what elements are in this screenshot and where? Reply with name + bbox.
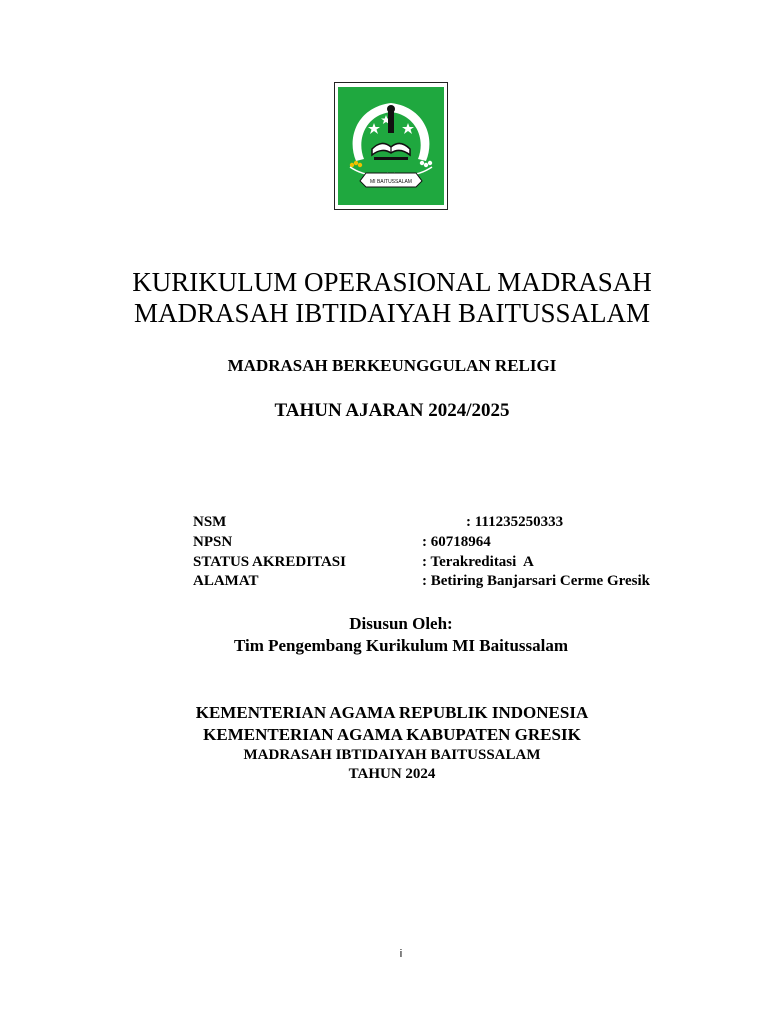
document-title-line1: KURIKULUM OPERASIONAL MADRASAH (132, 267, 652, 297)
document-title-line2: MADRASAH IBTIDAIYAH BAITUSSALAM (133, 298, 651, 328)
info-value: : 111235250333 (466, 514, 564, 530)
info-label: NSM (193, 514, 227, 530)
info-label: STATUS AKREDITASI (193, 554, 346, 570)
compiled-by-heading: Disusun Oleh: (349, 614, 453, 633)
logo-banner-text: MI BAITUSSALAM (370, 179, 412, 185)
logo-frame (334, 82, 448, 210)
footer-ministry-national: KEMENTERIAN AGAMA REPUBLIK INDONESIA (195, 703, 589, 722)
info-row-status-akreditasi (0, 554, 768, 574)
academic-year: TAHUN AJARAN 2024/2025 (274, 400, 510, 421)
compiled-by-team: Tim Pengembang Kurikulum MI Baitussalam (233, 636, 569, 655)
info-label: ALAMAT (193, 573, 259, 589)
madrasah-emblem-icon (338, 87, 444, 205)
info-value: : Terakreditasi A (422, 554, 534, 570)
info-value: : Betiring Banjarsari Cerme Gresik (422, 573, 651, 589)
info-label: NPSN (193, 534, 233, 550)
footer-year: TAHUN 2024 (348, 766, 436, 782)
info-row-alamat (0, 573, 768, 593)
document-subtitle: MADRASAH BERKEUNGGULAN RELIGI (227, 356, 557, 375)
info-row-npsn (0, 534, 768, 554)
info-value: : 60718964 (422, 534, 491, 550)
info-row-nsm (0, 514, 768, 534)
footer-ministry-regency: KEMENTERIAN AGAMA KABUPATEN GRESIK (203, 725, 581, 744)
page-number: i (399, 948, 403, 960)
footer-school-name: MADRASAH IBTIDAIYAH BAITUSSALAM (243, 747, 541, 763)
